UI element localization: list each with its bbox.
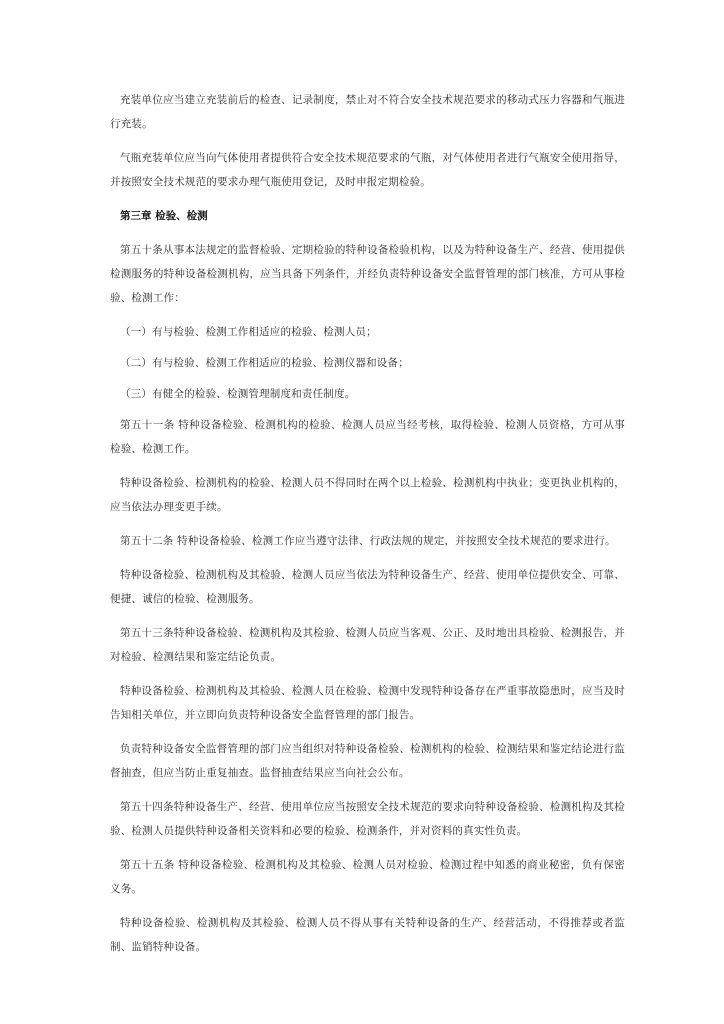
paragraph: 特种设备检验、检测机构及其检验、检测人员不得从事有关特种设备的生产、经营活动，不得推荐或者监制、监销特种设备。 — [110, 917, 625, 953]
document-body — [110, 88, 625, 969]
paragraph: 第五十四条特种设备生产、经营、使用单位应当按照安全技术规范的要求向特种设备检验、检测机构及其检验、检测人员提供特种设备相关资料和必要的检验、检测条件，并对资料的真实性负责。 — [110, 801, 625, 837]
paragraph: 第五十一条 特种设备检验、检测机构的检验、检测人员应当经考核，取得检验、检测人员资格，方可从事检验、检测工作。 — [110, 419, 625, 455]
paragraph: 气瓶充装单位应当向气体使用者提供符合安全技术规范要求的气瓶，对气体使用者进行气瓶安全使用指导，并按照安全技术规范的要求办理气瓶使用登记，及时申报定期检验。 — [110, 152, 625, 188]
paragraph: 第五十二条 特种设备检验、检测工作应当遵守法律、行政法规的规定，并按照安全技术规范的要求进行。 — [120, 535, 616, 547]
chapter-heading: 第三章 检验、检测 — [120, 210, 208, 222]
paragraph: 第五十三条特种设备检验、检测机构及其检验、检测人员应当客观、公正、及时地出具检验、检测报告，并对检验、检测结果和鉴定结论负责。 — [110, 627, 625, 663]
paragraph: 特种设备检验、检测机构及其检验、检测人员应当依法为特种设备生产、经营、使用单位提供安全、可靠、便捷、诚信的检验、检测服务。 — [110, 569, 625, 605]
list-item: （二）有与检验、检测工作相适应的检验、检测仪器和设备； — [120, 357, 409, 369]
list-item: （一）有与检验、检测工作相适应的检验、检测人员； — [120, 326, 377, 338]
paragraph: 第五十五条 特种设备检验、检测机构及其检验、检测人员对检验、检测过程中知悉的商业秘密，负有保密义务。 — [110, 859, 625, 895]
paragraph: 负责特种设备安全监督管理的部门应当组织对特种设备检验、检测机构的检验、检测结果和鉴定结论进行监督抽查，但应当防止重复抽查。监督抽查结果应当向社会公布。 — [110, 743, 625, 779]
paragraph: 特种设备检验、检测机构及其检验、检测人员在检验、检测中发现特种设备存在严重事故隐患时，应当及时告知相关单位，并立即向负责特种设备安全监督管理的部门报告。 — [110, 685, 625, 721]
paragraph: 特种设备检验、检测机构的检验、检测人员不得同时在两个以上检验、检测机构中执业；变更执业机构的，应当依法办理变更手续。 — [110, 477, 625, 513]
paragraph: 第五十条从事本法规定的监督检验、定期检验的特种设备检验机构，以及为特种设备生产、经营、使用提供检测服务的特种设备检测机构，应当具备下列条件，并经负责特种设备安全监督管理的部门核准，方可从事检验、检测工作： — [110, 244, 625, 304]
paragraph: 充装单位应当建立充装前后的检查、记录制度，禁止对不符合安全技术规范要求的移动式压力容器和气瓶进行充装。 — [110, 94, 625, 130]
list-item: （三）有健全的检验、检测管理制度和责任制度。 — [120, 388, 356, 400]
